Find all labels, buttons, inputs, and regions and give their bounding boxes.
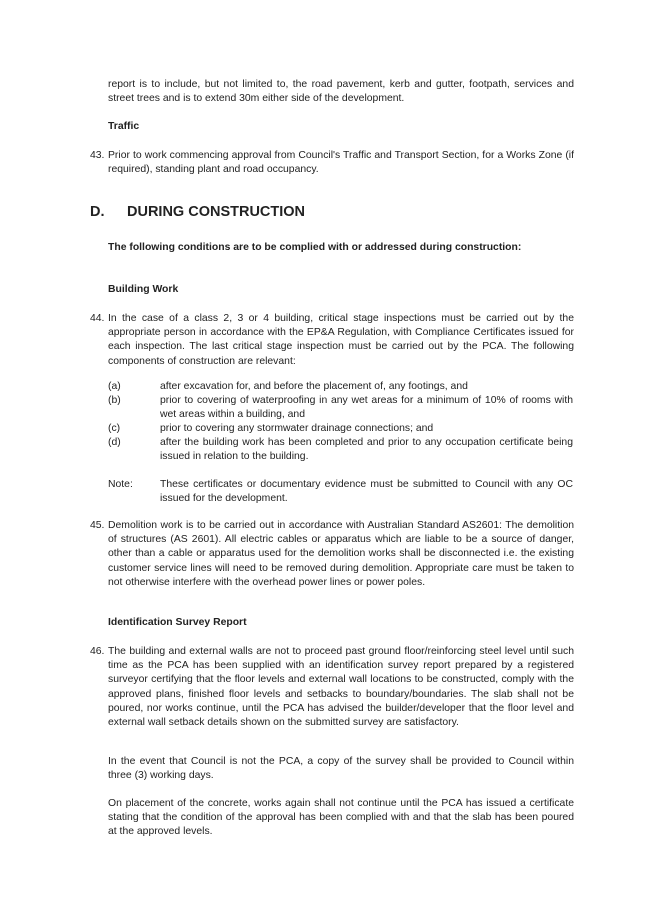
intro-paragraph: report is to include, but not limited to, the road pavement, kerb and gutter, footpath, services and street trees and is to extend 30m either side of the development. [108,79,574,105]
section-title: DURING CONSTRUCTION [127,204,306,220]
building-work-heading: Building Work [108,284,179,295]
condition-46-text: The building and external walls are not to proceed past ground floor/reinforcing steel level until such time as the PCA has been supplied with an identification survey report prepared by a registered surveyor certifying that the floor levels and external wall locations to be constructed, comply with the approved plans, finished floor levels and setbacks to boundary/boundaries. The slab shall not be poured, nor works continue, until the PCA has advised the builder/developer that the floor level and external wall setback details shown on the submitted survey are satisfactory. [108,646,574,729]
item-c-text: prior to covering any stormwater drainage connections; and [160,423,434,434]
note-label: Note: [108,479,133,490]
item-b-text: prior to covering of waterproofing in any wet areas for a minimum of 10% of rooms with wet areas within a building, and [160,395,573,421]
survey-heading: Identification Survey Report [108,617,247,628]
condition-45-number: 45. [90,520,105,531]
traffic-heading: Traffic [108,121,140,132]
item-d-label: (d) [108,437,121,448]
item-a-label: (a) [108,381,121,392]
note-text: These certificates or documentary evidence must be submitted to Council with any OC issued for the development. [160,479,573,505]
condition-46-paragraph-2: In the event that Council is not the PCA, a copy of the survey shall be provided to Council within three (3) working days. [108,756,574,782]
item-b-label: (b) [108,395,121,406]
condition-46-number: 46. [90,646,105,657]
condition-45-text: Demolition work is to be carried out in accordance with Australian Standard AS2601: The demolition of structures (AS 2601). All electric cables or apparatus which are liable to be a source of danger, other than a cable or apparatus used for the demolition works shall be disconnected i.e. the existing customer service lines will need to be removed during demolition. Appropriate care must be taken to not otherwise interfere with the overhead power lines or power poles. [108,520,574,588]
condition-44-number: 44. [90,313,105,324]
condition-43-number: 43. [90,150,105,161]
condition-43-text: Prior to work commencing approval from Council's Traffic and Transport Section, for a Works Zone (if required), standing plant and road occupancy. [108,150,574,176]
section-letter: D. [90,204,105,220]
condition-44-text: In the case of a class 2, 3 or 4 building, critical stage inspections must be carried out by the appropriate person in accordance with the EP&A Regulation, with Compliance Certificates issued for each inspection. The last critical stage inspection must be carried out by the PCA. The following components of construction are relevant: [108,313,574,367]
condition-46-paragraph-3: On placement of the concrete, works again shall not continue until the PCA has issued a certificate stating that the condition of the approval has been complied with and that the slab has been poured at the approved levels. [108,798,574,838]
item-a-text: after excavation for, and before the placement of, any footings, and [160,381,468,392]
section-intro: The following conditions are to be complied with or addressed during construction: [108,242,522,253]
item-d-text: after the building work has been completed and prior to any occupation certificate being issued in relation to the building. [160,437,573,463]
item-c-label: (c) [108,423,121,434]
